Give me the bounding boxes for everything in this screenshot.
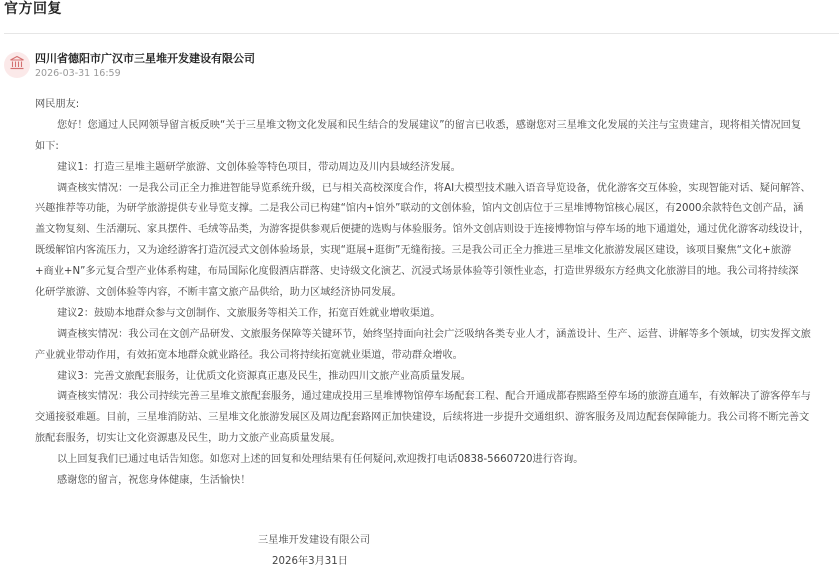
page-title: 官方回复 [4,1,62,17]
signature-company: 三星堆开发建设有限公司 [258,535,371,546]
reply-line: 建议1：打造三星堆主题研学旅游、文创体验等特色项目，带动周边及川内县域经济发展。 [57,161,461,173]
reply-line: 感谢您的留言，祝您身体健康，生活愉快！ [57,475,251,487]
reply-line: 以上回复我们已通过电话告知您。如您对上述的回复和处理结果有任何疑问,欢迎拨打电话0838-5660720进行咨询。 [57,454,584,466]
reply-timestamp: 2026-03-31 16:59 [35,68,121,79]
signature-date: 2026年3月31日 [272,556,348,567]
reply-line: 您好！您通过人民网领导留言板反映“关于三星堆文物文化发展和民生结合的发展建议”的留言已收悉，感谢您对三星堆文化发展的关注与宝贵建言，现将相关情况回复 [57,119,802,131]
avatar [4,52,30,78]
divider [4,33,839,34]
reply-line: 建议3：完善文旅配套服务，让优质文化资源真正惠及民生，推动四川文旅产业高质量发展。 [57,370,471,382]
reply-line: 调查核实情况：我公司持续完善三星堆文旅配套服务，通过建成投用三星堆博物馆停车场配套工程、配合开通成都春熙路至停车场的旅游直通车，有效解决了游客停车与 [57,391,811,403]
reply-line: 兴趣推荐等功能，为研学旅游提供专业导览支撑。二是我公司已构建“馆内+馆外”联动的文创体验，馆内文创店位于三星堆博物馆核心展区，有2000余款特色文创产品，涵 [35,203,804,215]
reply-line: 产业就业带动作用，有效拓宽本地群众就业路径。我公司将持续拓宽就业渠道，带动群众增收。 [35,349,463,361]
reply-line: 既缓解馆内客流压力，又为途经游客打造沉浸式文创体验场景，实现“逛展+逛街”无缝衔接。三是我公司正全力推进三星堆文化旅游发展区建设，该项目聚焦“文化+旅游 [35,245,792,257]
reply-line: 旅配套服务，切实让文化资源惠及民生，助力文旅产业高质量发展。 [35,433,341,445]
reply-line: 调查核实情况：我公司在文创产品研发、文旅服务保障等关键环节，始终坚持面向社会广泛吸纳各类专业人才，涵盖设计、生产、运营、讲解等多个领域，切实发挥文旅 [57,328,811,340]
reply-line: 交通接驳难题。目前，三星堆消防站、三星堆文化旅游发展区及周边配套路网正加快建设，后续将进一步提升交通组织、游客服务及周边配套保障能力。我公司将不断完善文 [35,412,810,424]
reply-line: +商业+N”多元复合型产业体系构建，布局国际化度假酒店群落、史诗级文化演艺、沉浸式场景体验等引领性业态，打造世界级东方经典文化旅游目的地。我公司将持续深 [35,266,799,278]
reply-line: 调查核实情况：一是我公司正全力推进智能导览系统升级，已与相关高校深度合作，将AI大模型技术融入语音导览设备，优化游客交互体验，实现智能对话、疑问解答、 [57,182,811,194]
reply-line: 盖文物复刻、生活潮玩、家具摆件、毛绒等品类，为游客提供参观后便捷的选购与体验服务。馆外文创店则设于连接博物馆与停车场的地下通道处，通过优化游客动线设计， [35,224,810,236]
org-name: 四川省德阳市广汉市三星堆开发建设有限公司 [35,52,255,65]
reply-line: 如下: [35,140,59,152]
reply-line: 建议2：鼓励本地群众参与文创制作、文旅服务等相关工作，拓宽百姓就业增收渠道。 [57,307,441,319]
government-building-icon [9,55,25,75]
reply-line: 化研学旅游、文创体验等内容，不断丰富文旅产品供给，助力区域经济协同发展。 [35,287,402,299]
reply-line: 网民朋友: [35,99,80,110]
reply-content [35,95,835,492]
